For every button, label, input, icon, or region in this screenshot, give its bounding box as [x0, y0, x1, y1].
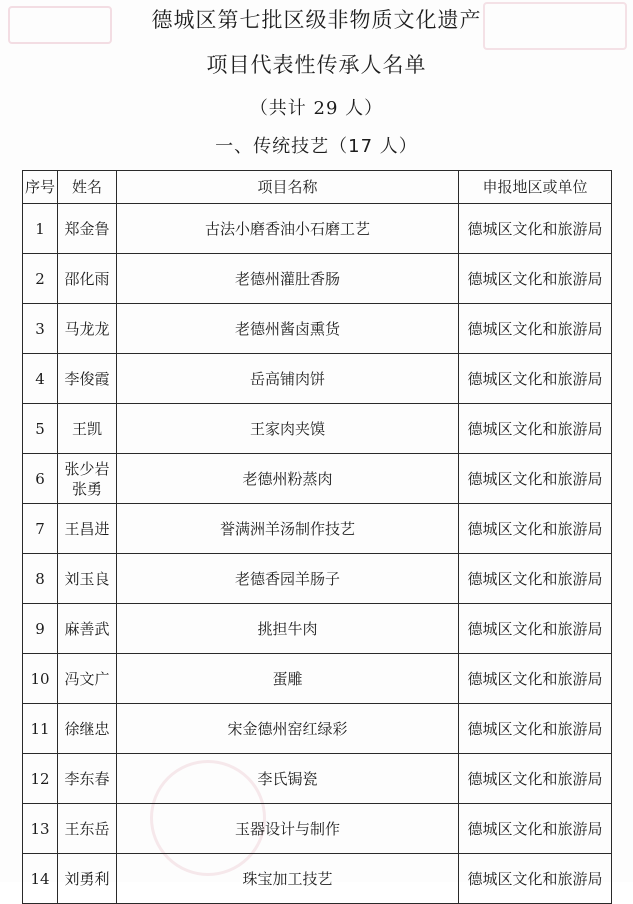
inheritor-name: 张勇: [71, 479, 102, 498]
cell-item: 蛋雕: [117, 654, 459, 704]
table-row: [23, 754, 612, 804]
cell-name: [58, 454, 117, 504]
inheritor-name: 刘玉良: [64, 569, 110, 588]
cell-no: 9: [23, 604, 58, 654]
cell-name: [58, 704, 117, 754]
inheritor-name: 王昌进: [64, 519, 110, 538]
cell-no: 10: [23, 654, 58, 704]
cell-name: [58, 404, 117, 454]
cell-no: 7: [23, 504, 58, 554]
cell-name: [58, 854, 117, 904]
cell-name: [58, 504, 117, 554]
table-row: [23, 604, 612, 654]
inheritor-name: 麻善武: [64, 619, 110, 638]
inheritor-name: 李俊霞: [64, 369, 110, 388]
table-body: [23, 204, 612, 904]
cell-item: 挑担牛肉: [117, 604, 459, 654]
cell-name: [58, 604, 117, 654]
header-no: 序号: [23, 171, 58, 204]
table-row: [23, 654, 612, 704]
cell-unit: 德城区文化和旅游局: [459, 354, 612, 404]
cell-item: 古法小磨香油小石磨工艺: [117, 204, 459, 254]
cell-item: 老德香园羊肠子: [117, 554, 459, 604]
cell-unit: 德城区文化和旅游局: [459, 254, 612, 304]
cell-name: [58, 754, 117, 804]
cell-name: [58, 304, 117, 354]
table-row: [23, 354, 612, 404]
cell-unit: 德城区文化和旅游局: [459, 304, 612, 354]
cell-unit: 德城区文化和旅游局: [459, 204, 612, 254]
cell-unit: 德城区文化和旅游局: [459, 804, 612, 854]
cell-item: 老德州灌肚香肠: [117, 254, 459, 304]
table-row: [23, 504, 612, 554]
cell-no: 6: [23, 454, 58, 504]
document-subtitle: 项目代表性传承人名单: [206, 53, 427, 77]
inheritor-name: 郑金鲁: [64, 219, 110, 238]
cell-no: 11: [23, 704, 58, 754]
cell-no: 2: [23, 254, 58, 304]
cell-no: 13: [23, 804, 58, 854]
inheritor-name: 徐继忠: [64, 719, 110, 738]
table-row: [23, 404, 612, 454]
inheritor-name: 王凯: [71, 419, 102, 438]
table-row: [23, 454, 612, 504]
header-unit: 申报地区或单位: [459, 171, 612, 204]
table-row: [23, 304, 612, 354]
inheritor-name: 王东岳: [64, 819, 110, 838]
cell-no: 12: [23, 754, 58, 804]
table-header-row: [23, 171, 612, 204]
cell-no: 1: [23, 204, 58, 254]
cell-name: [58, 804, 117, 854]
cell-name: [58, 354, 117, 404]
table-row: [23, 254, 612, 304]
cell-item: 珠宝加工技艺: [117, 854, 459, 904]
cell-unit: 德城区文化和旅游局: [459, 854, 612, 904]
cell-unit: 德城区文化和旅游局: [459, 704, 612, 754]
inheritor-name: 刘勇利: [64, 869, 110, 888]
cell-no: 5: [23, 404, 58, 454]
inheritor-name: 马龙龙: [64, 319, 110, 338]
table-row: [23, 554, 612, 604]
inheritor-table: [22, 170, 612, 904]
cell-unit: 德城区文化和旅游局: [459, 604, 612, 654]
cell-name: [58, 654, 117, 704]
header-item: 项目名称: [117, 171, 459, 204]
cell-item: 岳高铺肉饼: [117, 354, 459, 404]
cell-item: 老德州酱卤熏货: [117, 304, 459, 354]
inheritor-name: 张少岩: [64, 459, 110, 478]
cell-unit: 德城区文化和旅游局: [459, 504, 612, 554]
table-row: [23, 704, 612, 754]
cell-name: [58, 254, 117, 304]
cell-item: 老德州粉蒸肉: [117, 454, 459, 504]
table-row: [23, 204, 612, 254]
inheritor-name: 李东春: [64, 769, 110, 788]
cell-item: 李氏锔瓷: [117, 754, 459, 804]
document-title: 德城区第七批区级非物质文化遗产: [151, 8, 482, 32]
cell-unit: 德城区文化和旅游局: [459, 654, 612, 704]
table-row: [23, 804, 612, 854]
cell-item: 玉器设计与制作: [117, 804, 459, 854]
cell-no: 4: [23, 354, 58, 404]
cell-no: 3: [23, 304, 58, 354]
cell-name: [58, 554, 117, 604]
cell-unit: 德城区文化和旅游局: [459, 404, 612, 454]
section-heading: 一、传统技艺（17 人）: [215, 136, 418, 157]
total-count: （共计 29 人）: [249, 98, 384, 119]
inheritor-name: 冯文广: [64, 669, 110, 688]
cell-item: 宋金德州窑红绿彩: [117, 704, 459, 754]
inheritor-name: 邵化雨: [64, 269, 110, 288]
cell-name: [58, 204, 117, 254]
header-name: 姓名: [58, 171, 117, 204]
table-row: [23, 854, 612, 904]
cell-no: 8: [23, 554, 58, 604]
cell-item: 王家肉夹馍: [117, 404, 459, 454]
cell-unit: 德城区文化和旅游局: [459, 554, 612, 604]
cell-no: 14: [23, 854, 58, 904]
cell-unit: 德城区文化和旅游局: [459, 454, 612, 504]
cell-item: 誉满洲羊汤制作技艺: [117, 504, 459, 554]
cell-unit: 德城区文化和旅游局: [459, 754, 612, 804]
